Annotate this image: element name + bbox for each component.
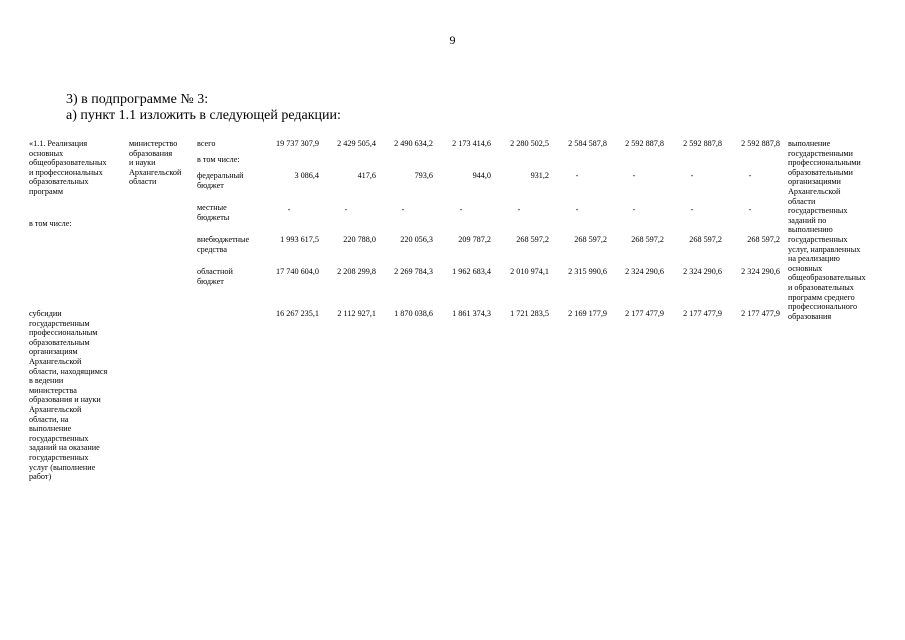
cell-value: 268 597,2 <box>631 235 664 244</box>
cell-value: 19 737 307,9 <box>276 139 319 148</box>
subsidy-value: 2 177 477,9 <box>683 309 722 318</box>
cell-value: 17 740 604,0 <box>276 267 319 276</box>
page-number: 9 <box>449 33 456 47</box>
subsidy-name-line: выполнение <box>29 424 72 434</box>
cell-value: 2 592 887,8 <box>741 139 780 148</box>
cell-value: 2 592 887,8 <box>683 139 722 148</box>
cell-value: 2 315 990,6 <box>568 267 607 276</box>
result-line: государственными <box>788 148 853 158</box>
cell-value: 268 597,2 <box>516 235 549 244</box>
executor-line: области <box>129 177 157 187</box>
row-label: местные <box>197 203 227 212</box>
result-line: государственных <box>788 206 848 216</box>
result-line: заданий по <box>788 215 827 225</box>
cell-value: 2 324 290,6 <box>625 267 664 276</box>
cell-value: - <box>748 171 752 180</box>
result-line: программ среднего <box>788 292 855 302</box>
cell-value: 2 010 974,1 <box>510 267 549 276</box>
subsidy-name-line: области, находящимся <box>29 366 108 376</box>
subsidy-value: 16 267 235,1 <box>276 309 319 318</box>
cell-value: 2 324 290,6 <box>683 267 722 276</box>
cell-value: 2 269 784,3 <box>394 267 433 276</box>
result-line: области <box>788 196 816 206</box>
cell-value: 2 490 634,2 <box>394 139 433 148</box>
cell-value: 2 324 290,6 <box>741 267 780 276</box>
cell-value: 209 787,2 <box>458 235 491 244</box>
cell-value: - <box>287 205 291 214</box>
cell-value: - <box>575 205 579 214</box>
cell-value: - <box>690 205 694 214</box>
subsidy-value: 1 870 038,6 <box>394 309 433 318</box>
subsidy-name-line: министерства <box>29 385 77 395</box>
row-label: всего <box>197 139 216 148</box>
cell-value: - <box>632 205 636 214</box>
row-label: средства <box>197 244 228 254</box>
result-line: общеобразовательных <box>788 273 866 283</box>
subsidy-name-line: Архангельской <box>29 357 82 366</box>
subsidy-value: 1 861 374,3 <box>452 309 491 318</box>
result-line: профессионального <box>788 302 858 312</box>
cell-value: 2 584 587,8 <box>568 139 607 148</box>
cell-value: 2 280 502,5 <box>510 139 549 148</box>
subsidy-value: 1 721 283,5 <box>510 309 549 318</box>
row-label: бюджет <box>197 276 224 286</box>
item-name-line: и профессиональных <box>29 167 103 177</box>
item-name-line: программ <box>29 187 64 196</box>
cell-value: 793,6 <box>414 171 433 180</box>
cell-value: 268 597,2 <box>574 235 607 244</box>
subsidy-name-line: образования и науки <box>29 395 101 405</box>
item-sub-label: в том числе: <box>29 219 72 228</box>
subsidy-value: 2 169 177,9 <box>568 309 607 318</box>
subsidy-value: 2 177 477,9 <box>741 309 780 318</box>
subsidy-value: 2 177 477,9 <box>625 309 664 318</box>
result-line: основных <box>788 263 823 273</box>
result-line: организациями <box>788 177 841 187</box>
row-label: внебюджетные <box>197 235 250 244</box>
cell-value: 417,6 <box>357 171 376 180</box>
cell-value: 3 086,4 <box>294 171 319 180</box>
cell-value: 268 597,2 <box>689 235 722 244</box>
cell-value: - <box>344 205 348 214</box>
subsidy-name-line: заданий на оказание <box>29 443 100 453</box>
item-name-line: образовательных <box>29 177 89 187</box>
item-name-line: основных <box>29 148 64 158</box>
cell-value: 1 993 617,5 <box>280 235 319 244</box>
result-line: государственных <box>788 235 848 244</box>
executor-line: Архангельской <box>129 167 182 177</box>
result-line: и образовательных <box>788 283 854 292</box>
subsidy-value: 2 112 927,1 <box>337 309 376 318</box>
result-line: образования <box>788 311 832 321</box>
item-name-line: общеобразовательных <box>29 158 107 168</box>
cell-value: 1 962 683,4 <box>452 267 491 276</box>
subsidy-name-line: области, на <box>29 414 69 424</box>
cell-value: 2 173 414,6 <box>452 139 491 148</box>
cell-value: 268 597,2 <box>747 235 780 244</box>
cell-value: 2 208 299,8 <box>337 267 376 276</box>
row-label: федеральный <box>197 171 244 180</box>
row-label: областной <box>197 267 233 276</box>
cell-value: - <box>690 171 694 180</box>
executor-line: и науки <box>129 158 156 168</box>
cell-value: 944,0 <box>472 171 491 180</box>
subsidy-name-line: организациям <box>29 347 78 357</box>
subsidy-name-line: государственным <box>29 318 90 328</box>
cell-value: 220 788,0 <box>343 235 376 244</box>
cell-value: 2 429 505,4 <box>337 139 376 148</box>
executor-line: образования <box>129 148 173 158</box>
cell-value: 2 592 887,8 <box>625 139 664 148</box>
result-line: Архангельской <box>788 187 841 196</box>
subsidy-name-line: Архангельской <box>29 405 82 414</box>
cell-value: - <box>632 171 636 180</box>
subsidy-name-line: работ) <box>29 472 52 482</box>
cell-value: - <box>459 205 463 214</box>
subsidy-name-line: в ведении <box>29 376 64 386</box>
cell-value: - <box>748 205 752 214</box>
cell-value: 220 056,3 <box>400 235 433 244</box>
result-line: выполнение <box>788 139 831 148</box>
result-line: образовательными <box>788 167 853 177</box>
result-line: услуг, направленных <box>788 244 861 254</box>
subsidy-name-line: профессиональным <box>29 328 98 338</box>
cell-value: - <box>401 205 405 214</box>
result-line: профессиональными <box>788 158 861 168</box>
item-name-line: «1.1. Реализация <box>29 139 88 148</box>
section-heading: 3) в подпрограмме № 3: <box>66 92 209 107</box>
cell-value: - <box>517 205 521 214</box>
section-subheading: а) пункт 1.1 изложить в следующей редакции: <box>66 108 341 123</box>
result-line: на реализацию <box>788 254 840 264</box>
subsidy-name-line: государственных <box>29 433 89 443</box>
row-label: бюджет <box>197 180 224 190</box>
cell-value: - <box>575 171 579 180</box>
subsidy-name-line: государственных <box>29 453 89 462</box>
subsidy-name-line: субсидии <box>29 309 62 318</box>
executor-line: министерство <box>129 139 178 148</box>
row-label: в том числе: <box>197 155 240 164</box>
subsidy-name-line: услуг (выполнение <box>29 462 96 472</box>
row-label: бюджеты <box>197 212 230 222</box>
subsidy-name-line: образовательным <box>29 337 90 347</box>
result-line: выполнению <box>788 225 833 235</box>
cell-value: 931,2 <box>530 171 549 180</box>
